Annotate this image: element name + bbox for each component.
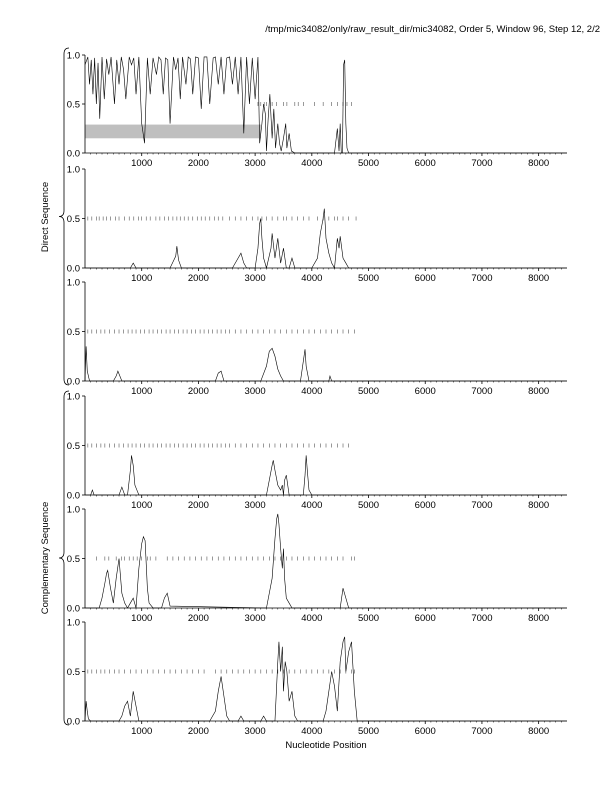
x-tick-label: 8000 <box>528 158 550 169</box>
x-tick-label: 2000 <box>187 613 209 624</box>
x-tick-label: 2000 <box>187 726 209 737</box>
x-tick-label: 3000 <box>244 500 266 511</box>
x-tick-label: 1000 <box>131 726 153 737</box>
x-tick-label: 4000 <box>301 613 323 624</box>
y-tick-label: 0.5 <box>66 327 80 338</box>
x-tick-label: 5000 <box>357 613 380 624</box>
x-tick-label: 8000 <box>528 500 550 511</box>
y-tick-label: 0.0 <box>66 376 80 388</box>
x-tick-label: 4000 <box>301 386 323 397</box>
y-tick-label: 1.0 <box>66 391 80 403</box>
x-tick-label: 4000 <box>301 726 323 737</box>
complementary-group-label: Complementary Sequence <box>40 501 51 615</box>
x-tick-label: 5000 <box>357 500 380 511</box>
y-tick-label: 0.0 <box>66 603 80 615</box>
y-tick-label: 1.0 <box>66 504 80 516</box>
y-tick-label: 0.5 <box>66 99 80 111</box>
x-tick-label: 3000 <box>244 726 266 737</box>
x-tick-label: 7000 <box>471 726 493 737</box>
y-tick-label: 0.0 <box>66 148 80 160</box>
x-tick-label: 3000 <box>244 613 266 624</box>
x-tick-label: 6000 <box>414 726 436 737</box>
x-tick-label: 8000 <box>528 613 550 624</box>
x-tick-label: 5000 <box>357 158 380 169</box>
x-tick-label: 4000 <box>301 273 323 284</box>
series-line <box>85 209 567 268</box>
x-tick-label: 8000 <box>528 726 550 737</box>
x-tick-label: 1000 <box>131 158 153 169</box>
y-tick-label: 0.5 <box>66 214 80 225</box>
x-tick-label: 7000 <box>471 500 493 511</box>
x-tick-label: 7000 <box>471 386 493 397</box>
y-tick-label: 1.0 <box>66 277 80 289</box>
x-tick-label: 1000 <box>131 613 153 624</box>
x-tick-label: 5000 <box>357 386 380 397</box>
x-tick-label: 1000 <box>131 273 153 284</box>
x-tick-label: 7000 <box>471 158 493 169</box>
x-tick-label: 7000 <box>471 613 493 624</box>
y-tick-label: 0.0 <box>66 716 80 728</box>
series-line <box>85 514 567 608</box>
x-axis-label: Nucleotide Position <box>285 740 367 751</box>
x-tick-label: 1000 <box>131 500 153 511</box>
x-tick-label: 4000 <box>301 158 323 169</box>
x-tick-label: 6000 <box>414 613 436 624</box>
x-tick-label: 6000 <box>414 273 436 284</box>
series-line <box>85 637 567 721</box>
y-tick-label: 1.0 <box>66 164 80 176</box>
x-tick-label: 3000 <box>244 273 266 284</box>
x-tick-label: 1000 <box>131 386 153 397</box>
y-tick-label: 1.0 <box>66 617 80 629</box>
x-tick-label: 6000 <box>414 500 436 511</box>
x-tick-label: 8000 <box>528 273 550 284</box>
series-line <box>85 455 567 495</box>
direct-group-label: Direct Sequence <box>40 181 51 253</box>
x-tick-label: 6000 <box>414 158 436 169</box>
x-tick-label: 3000 <box>244 386 266 397</box>
x-tick-label: 5000 <box>357 273 380 284</box>
x-tick-label: 2000 <box>187 273 209 284</box>
x-tick-label: 2000 <box>187 500 209 511</box>
x-tick-label: 3000 <box>244 158 266 169</box>
y-tick-label: 0.0 <box>66 263 80 275</box>
y-tick-label: 0.5 <box>66 554 80 565</box>
y-tick-label: 0.0 <box>66 490 80 502</box>
y-tick-label: 0.5 <box>66 667 80 678</box>
x-tick-label: 2000 <box>187 158 209 169</box>
y-tick-label: 0.5 <box>66 441 80 452</box>
y-tick-label: 1.0 <box>66 50 80 62</box>
shaded-band <box>85 125 261 139</box>
x-tick-label: 5000 <box>357 726 380 737</box>
series-line <box>85 57 567 153</box>
x-tick-label: 4000 <box>301 500 323 511</box>
x-tick-label: 7000 <box>471 273 493 284</box>
x-tick-label: 8000 <box>528 386 550 397</box>
figure-title: /tmp/mic34082/only/raw_result_dir/mic34082, Order 5, Window 96, Step 12, 2/2 <box>265 24 600 35</box>
x-tick-label: 6000 <box>414 386 436 397</box>
x-tick-label: 2000 <box>187 386 209 397</box>
series-line <box>85 346 567 381</box>
